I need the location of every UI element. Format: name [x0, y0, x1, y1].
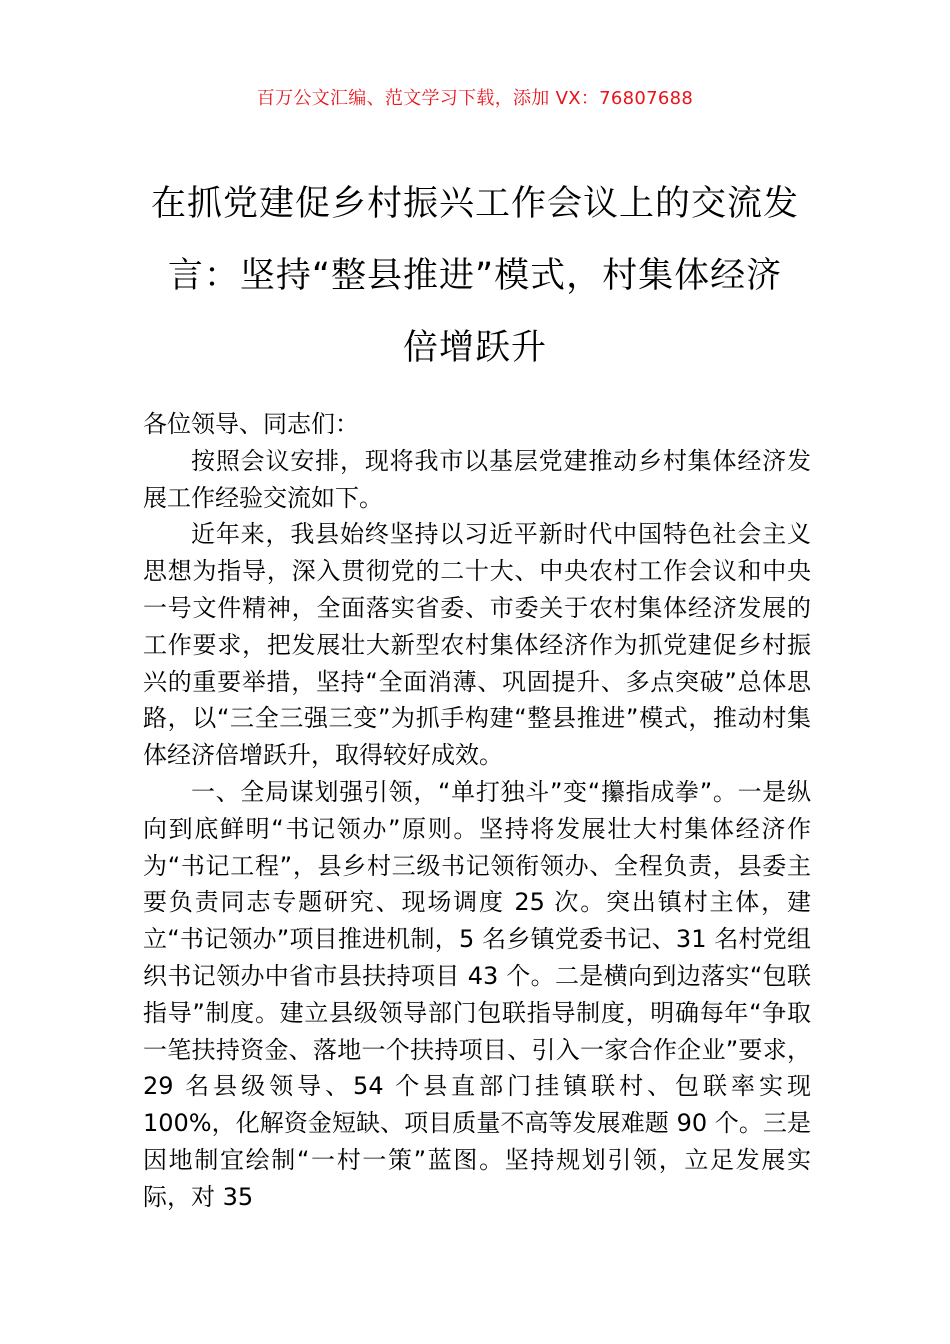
document-body	[143, 406, 811, 1216]
paragraph-section-one: 一、全局谋划强引领，“单打独斗”变“攥指成拳”。一是纵向到底鲜明“书记领办”原则。坚持将发展壮大村集体经济作为“书记工程”，县乡村三级书记领衔领办、全程负责，县委主要负责同志专题研究、现场调度 25 次。突出镇村主体，建立“书记领办”项目推进机制，5 名乡镇党委书记、31 名村党组织书记领办中省市县扶持项目 43 个。二是横向到边落实“包联指导”制度。建立县级领导部门包联指导制度，明确每年“争取一笔扶持资金、落地一个扶持项目、引入一家合作企业”要求，29 名县级领导、54 个县直部门挂镇联村、包联率实现 100%，化解资金短缺、项目质量不高等发展难题 90 个。三是因地制宜绘制“一村一策”蓝图。坚持规划引领，立足发展实际，对 35	[143, 777, 811, 1211]
document-title	[130, 168, 820, 384]
paragraph-overview: 近年来，我县始终坚持以习近平新时代中国特色社会主义思想为指导，深入贯彻党的二十大、中央农村工作会议和中央一号文件精神，全面落实省委、市委关于农村集体经济发展的工作要求，把发展壮大新型农村集体经济作为抓党建促乡村振兴的重要举措，坚持“全面消薄、巩固提升、多点突破”总体思路，以“三全三强三变”为抓手构建“整县推进”模式，推动村集体经济倍增跃升，取得较好成效。	[143, 520, 811, 770]
header-watermark-note: 百万公文汇编、范文学习下载，添加 VX：76807688	[256, 88, 694, 109]
title-line-1: 在抓党建促乡村振兴工作会议上的交流发	[150, 184, 799, 224]
title-line-2: 言：坚持“整县推进”模式，村集体经济	[167, 256, 783, 296]
paragraph-intro: 按照会议安排，现将我市以基层党建推动乡村集体经济发展工作经验交流如下。	[143, 446, 811, 512]
salutation: 各位领导、同志们：	[143, 410, 359, 438]
title-line-3: 倍增跃升	[402, 328, 547, 368]
